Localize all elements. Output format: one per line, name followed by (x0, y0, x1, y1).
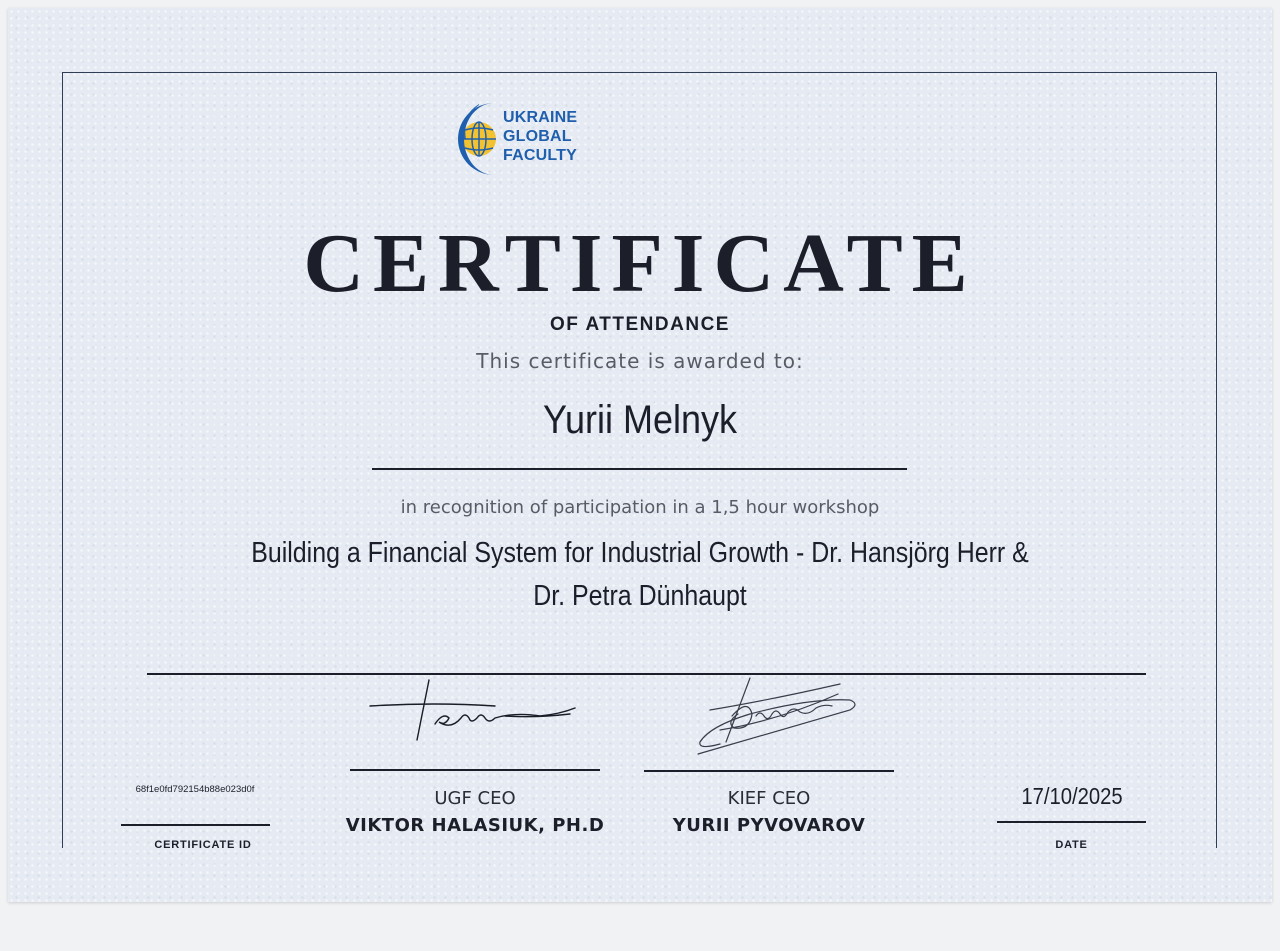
recognition-text: in recognition of participation in a 1,5 hour workshop (400, 497, 880, 518)
logo-wordmark (503, 108, 577, 165)
date-line (997, 821, 1146, 823)
logo-line-2: GLOBAL (503, 128, 572, 145)
certificate-border (62, 72, 1217, 848)
workshop-title-line-1: Building a Financial System for Industrial Growth - Dr. Hansjörg Herr & (251, 537, 1029, 569)
certificate-id-value: 68f1e0fd792154b88e023d0f (135, 784, 255, 795)
signature-halasiuk (365, 672, 585, 747)
date-label: DATE (1055, 839, 1088, 851)
workshop-title-line-2: Dr. Petra Dünhaupt (533, 580, 747, 612)
signatory-role-ugf: UGF CEO (434, 788, 516, 809)
logo-line-3: FACULTY (503, 147, 577, 164)
date-value: 17/10/2025 (1021, 783, 1123, 809)
logo-line-1: UKRAINE (503, 109, 578, 126)
signatory-role-kief: KIEF CEO (727, 788, 811, 809)
signature-line-kief (644, 770, 894, 772)
signature-line-ugf (350, 769, 600, 771)
certificate-title: CERTIFICATE (303, 217, 977, 310)
recipient-name: Yurii Melnyk (542, 398, 738, 442)
workshop-title (219, 532, 1062, 618)
signatory-name-ugf: VIKTOR HALASIUK, PH.D (345, 815, 605, 836)
certificate-id-line (121, 824, 270, 826)
awarded-text: This certificate is awarded to: (476, 349, 804, 373)
name-underline (372, 468, 907, 470)
certificate-id-label: CERTIFICATE ID (154, 839, 252, 851)
signatory-name-kief: YURII PYVOVAROV (672, 815, 866, 836)
certificate-subtitle: OF ATTENDANCE (550, 314, 730, 335)
section-divider (147, 673, 1146, 675)
signature-pyvovarov (690, 670, 865, 760)
